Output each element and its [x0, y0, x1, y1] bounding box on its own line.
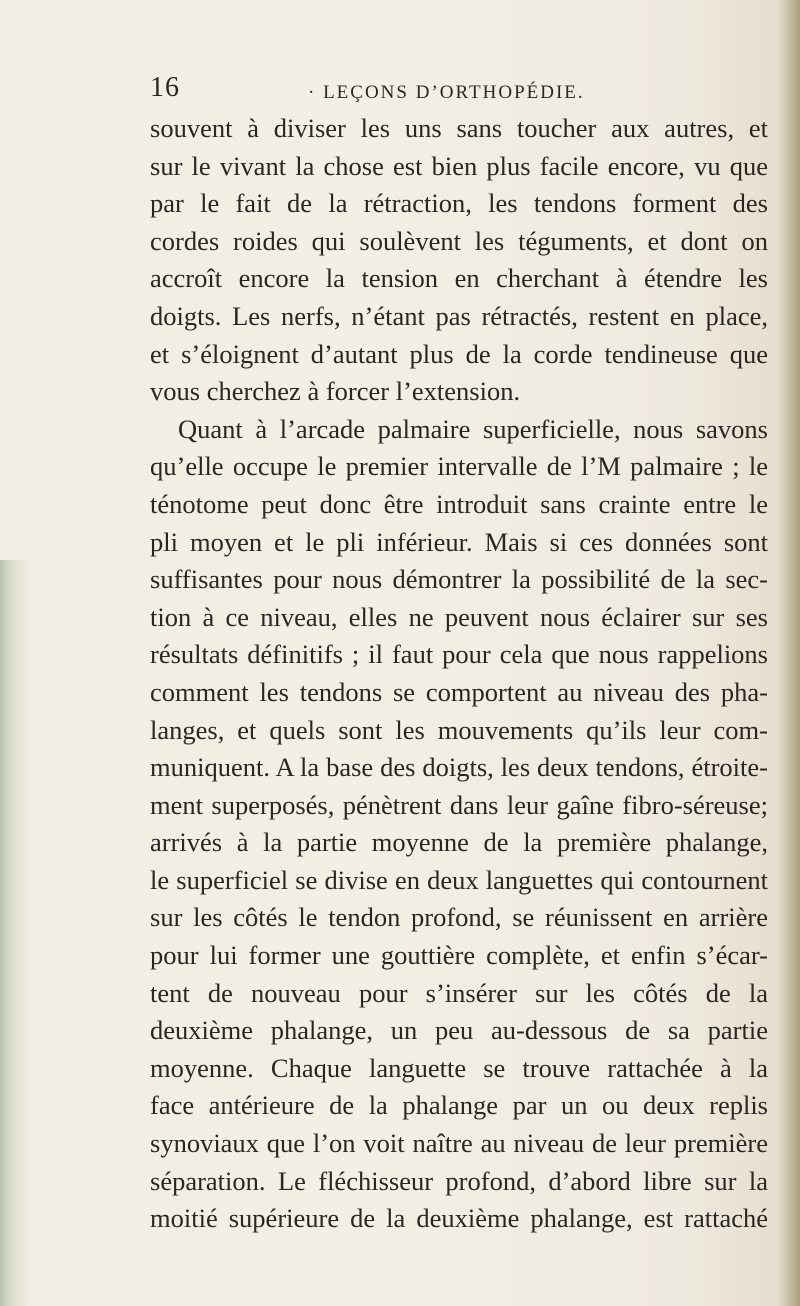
text-line: tion à ce niveau, elles ne peuvent nous éclairer sur ses	[150, 601, 768, 632]
text-line: ment superposés, pénètrent dans leur gaîne fibro-séreuse;	[150, 789, 768, 820]
page-right-edge	[778, 0, 800, 1306]
text-line: synoviaux que l’on voit naître au niveau de leur première	[150, 1128, 768, 1159]
page-header	[150, 72, 750, 112]
text-line: le superficiel se divise en deux languettes qui contournent	[150, 864, 768, 895]
text-line: face antérieure de la phalange par un ou deux replis	[150, 1090, 768, 1121]
text-line: cordes roides qui soulèvent les téguments, et dont on	[150, 225, 768, 256]
text-line: moitié supérieure de la deuxième phalange, est rattaché	[150, 1203, 768, 1234]
text-line: sur le vivant la chose est bien plus facile encore, vu que	[150, 150, 768, 181]
text-line: pour lui former une gouttière complète, et enfin s’écar-	[150, 940, 768, 971]
text-line: comment les tendons se comportent au niveau des pha-	[150, 676, 768, 707]
text-line: muniquent. A la base des doigts, les deux tendons, étroite-	[150, 752, 768, 783]
text-line: séparation. Le fléchisseur profond, d’abord libre sur la	[150, 1165, 768, 1196]
text-line: par le fait de la rétraction, les tendons forment des	[150, 188, 768, 219]
text-line: moyenne. Chaque languette se trouve rattachée à la	[150, 1052, 768, 1083]
text-line: tent de nouveau pour s’insérer sur les côtés de la	[150, 977, 768, 1008]
text-line: sur les côtés le tendon profond, se réunissent en arrière	[150, 902, 768, 933]
text-line: doigts. Les nerfs, n’étant pas rétractés, restent en place,	[150, 300, 768, 331]
text-line: ténotome peut donc être introduit sans crainte entre le	[150, 488, 768, 519]
running-title: · LEÇONS D’ORTHOPÉDIE.	[308, 82, 585, 103]
page-number: 16	[150, 72, 180, 103]
text-line: Quant à l’arcade palmaire superficielle, nous savons	[178, 413, 768, 444]
text-line: pli moyen et le pli inférieur. Mais si ces données sont	[150, 526, 768, 557]
body-text	[150, 110, 768, 1238]
text-line: accroît encore la tension en cherchant à étendre les	[150, 263, 768, 294]
text-line: et s’éloignent d’autant plus de la corde tendineuse que	[150, 338, 768, 369]
text-line: arrivés à la partie moyenne de la première phalange,	[150, 827, 768, 858]
text-line: deuxième phalange, un peu au-dessous de sa partie	[150, 1015, 768, 1046]
text-line: vous cherchez à forcer l’extension.	[150, 376, 521, 407]
text-line: langes, et quels sont les mouvements qu’ils leur com-	[150, 714, 768, 745]
text-line: suffisantes pour nous démontrer la possibilité de la sec-	[150, 564, 768, 595]
page-left-shadow	[0, 560, 28, 1306]
text-line: qu’elle occupe le premier intervalle de l’M palmaire ; le	[150, 451, 768, 482]
text-line: résultats définitifs ; il faut pour cela que nous rappelions	[150, 639, 768, 670]
text-line: souvent à diviser les uns sans toucher aux autres, et	[150, 113, 768, 143]
